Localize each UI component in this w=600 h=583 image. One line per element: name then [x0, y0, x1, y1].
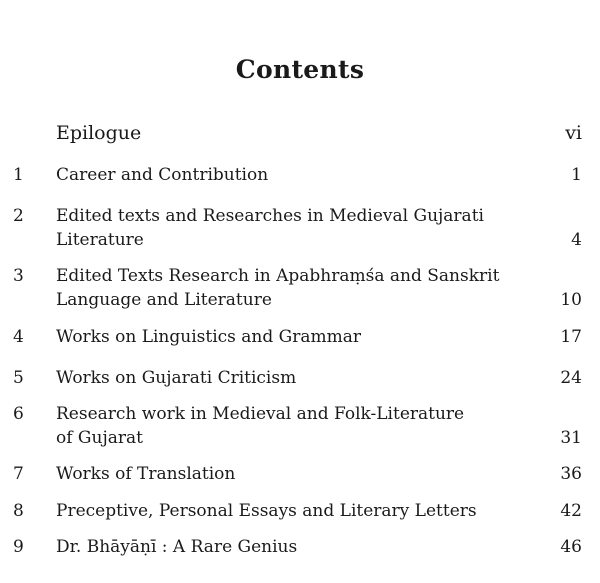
toc-entry-page: 31	[560, 428, 582, 448]
toc-entry-8[interactable]	[0, 499, 600, 523]
toc-entry-9[interactable]	[0, 535, 600, 559]
toc-entry-title: Preceptive, Personal Essays and Literary Letters	[56, 501, 477, 521]
toc-entry-page: 4	[571, 230, 582, 250]
toc-entry-title-line: Edited Texts Research in Apabhraṃśa and Sanskrit	[56, 266, 500, 286]
toc-entry-title-line: Language and Literature	[56, 290, 272, 310]
toc-entry-5[interactable]	[0, 366, 600, 390]
toc-entry-4[interactable]	[0, 325, 600, 349]
toc-epilogue-row[interactable]	[0, 118, 600, 148]
toc-entry-title-line: Literature	[56, 230, 144, 250]
toc-entry-page: 1	[571, 165, 582, 185]
toc-entry-page: 24	[560, 368, 582, 388]
toc-entry-title	[56, 264, 516, 312]
toc-entry-title: Works on Linguistics and Grammar	[56, 327, 361, 347]
toc-entry-title	[56, 402, 516, 450]
page-title: Contents	[235, 55, 365, 84]
toc-entry-number: 1	[13, 165, 24, 185]
toc-entry-page: 10	[560, 290, 582, 310]
toc-entry-page: 36	[560, 464, 582, 484]
toc-entry-title: Works of Translation	[56, 464, 236, 484]
toc-entry-title: Works on Gujarati Criticism	[56, 368, 297, 388]
toc-entry-number: 2	[13, 206, 24, 226]
toc-entry-number: 3	[13, 266, 24, 286]
toc-entry-page: 42	[560, 501, 582, 521]
toc-entry-2[interactable]	[0, 204, 600, 252]
toc-entry-number: 4	[13, 327, 24, 347]
toc-entry-1[interactable]	[0, 163, 600, 187]
toc-entry-title-line: Edited texts and Researches in Medieval Gujarati	[56, 206, 484, 226]
toc-entry-number: 7	[13, 464, 24, 484]
toc-entry-number: 8	[13, 501, 24, 521]
toc-epilogue-title: Epilogue	[56, 122, 142, 144]
toc-entry-title: Dr. Bhāyāṇī : A Rare Genius	[56, 537, 298, 557]
toc-epilogue-page: vi	[565, 122, 582, 144]
toc-entry-title-line: Research work in Medieval and Folk-Literature	[56, 404, 465, 424]
toc-entry-7[interactable]	[0, 462, 600, 486]
toc-entry-title-line: of Gujarat	[56, 428, 143, 448]
toc-entry-page: 17	[560, 327, 582, 347]
toc-entry-page: 46	[560, 537, 582, 557]
toc-entry-3[interactable]	[0, 264, 600, 312]
toc-entry-number: 6	[13, 404, 24, 424]
toc-entry-title: Career and Contribution	[56, 165, 269, 185]
toc-entry-6[interactable]	[0, 402, 600, 450]
toc-entry-number: 9	[13, 537, 24, 557]
toc-entry-number: 5	[13, 368, 24, 388]
toc-entry-title	[56, 204, 516, 252]
